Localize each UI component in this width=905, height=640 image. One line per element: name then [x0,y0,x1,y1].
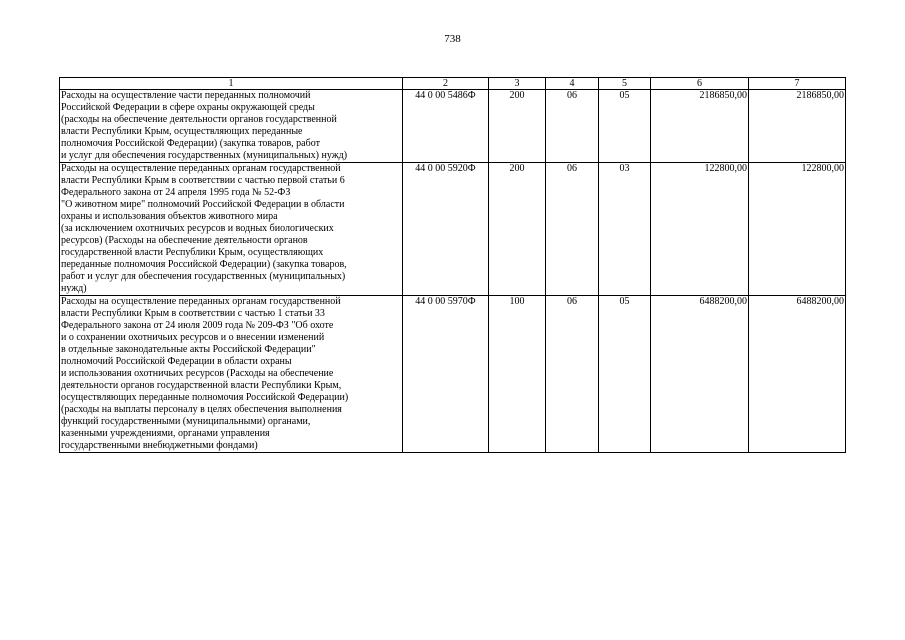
row-expense-type: 100 [489,296,546,453]
row-amount-col-6: 122800,00 [651,163,749,296]
row-section: 06 [546,163,599,296]
header-col-1: 1 [60,78,403,90]
row-description: Расходы на осуществление переданных органам государственной власти Республики Крым в соответствии с частью первой статьи 6 Федерального закона от 24 апреля 1995 года № 52-ФЗ "О животном мире" полномочий Российской Федерации в области охраны и использования объектов животного мира (за исключением охотничьих ресурсов и водных биологических ресурсов) (Расходы на обеспечение деятельности органов государственной власти Республики Крым, осуществляющих переданные полномочия Российской Федерации) (закупка товаров, работ и услуг для обеспечения государственных (муниципальных) нужд) [60,163,403,296]
row-amount-col-7: 2186850,00 [749,90,846,163]
header-col-7: 7 [749,78,846,90]
header-col-4: 4 [546,78,599,90]
row-amount-col-6: 2186850,00 [651,90,749,163]
row-subsection: 05 [599,296,651,453]
header-col-6: 6 [651,78,749,90]
table-row [60,296,846,453]
row-amount-col-6: 6488200,00 [651,296,749,453]
header-col-2: 2 [403,78,489,90]
table-row [60,163,846,296]
row-description: Расходы на осуществление части переданных полномочий Российской Федерации в сфере охраны окружающей среды (расходы на обеспечение деятельности органов государственной власти Республики Крым, осуществляющих переданные полномочия Российской Федерации) (закупка товаров, работ и услуг для обеспечения государственных (муниципальных) нужд) [60,90,403,163]
row-description: Расходы на осуществление переданных органам государственной власти Республики Крым в соответствии с частью 1 статьи 33 Федерального закона от 24 июля 2009 года № 209-ФЗ "Об охоте и о сохранении охотничьих ресурсов и о внесении изменений в отдельные законодательные акты Российской Федерации" полномочий Российской Федерации в области охраны и использования охотничьих ресурсов (Расходы на обеспечение деятельности органов государственной власти Республики Крым, осуществляющих переданные полномочия Российской Федерации) (расходы на выплаты персоналу в целях обеспечения выполнения функций государственными (муниципальными) органами, казенными учреждениями, органами управления государственными внебюджетными фондами) [60,296,403,453]
header-col-5: 5 [599,78,651,90]
row-subsection: 03 [599,163,651,296]
row-section: 06 [546,90,599,163]
table-header-row [60,78,846,90]
budget-table [59,77,846,453]
row-target-code: 44 0 00 5486Ф [403,90,489,163]
row-section: 06 [546,296,599,453]
row-target-code: 44 0 00 5920Ф [403,163,489,296]
row-expense-type: 200 [489,163,546,296]
row-subsection: 05 [599,90,651,163]
row-target-code: 44 0 00 5970Ф [403,296,489,453]
row-amount-col-7: 6488200,00 [749,296,846,453]
header-col-3: 3 [489,78,546,90]
page-number: 738 [444,33,461,45]
row-amount-col-7: 122800,00 [749,163,846,296]
row-expense-type: 200 [489,90,546,163]
table-row [60,90,846,163]
